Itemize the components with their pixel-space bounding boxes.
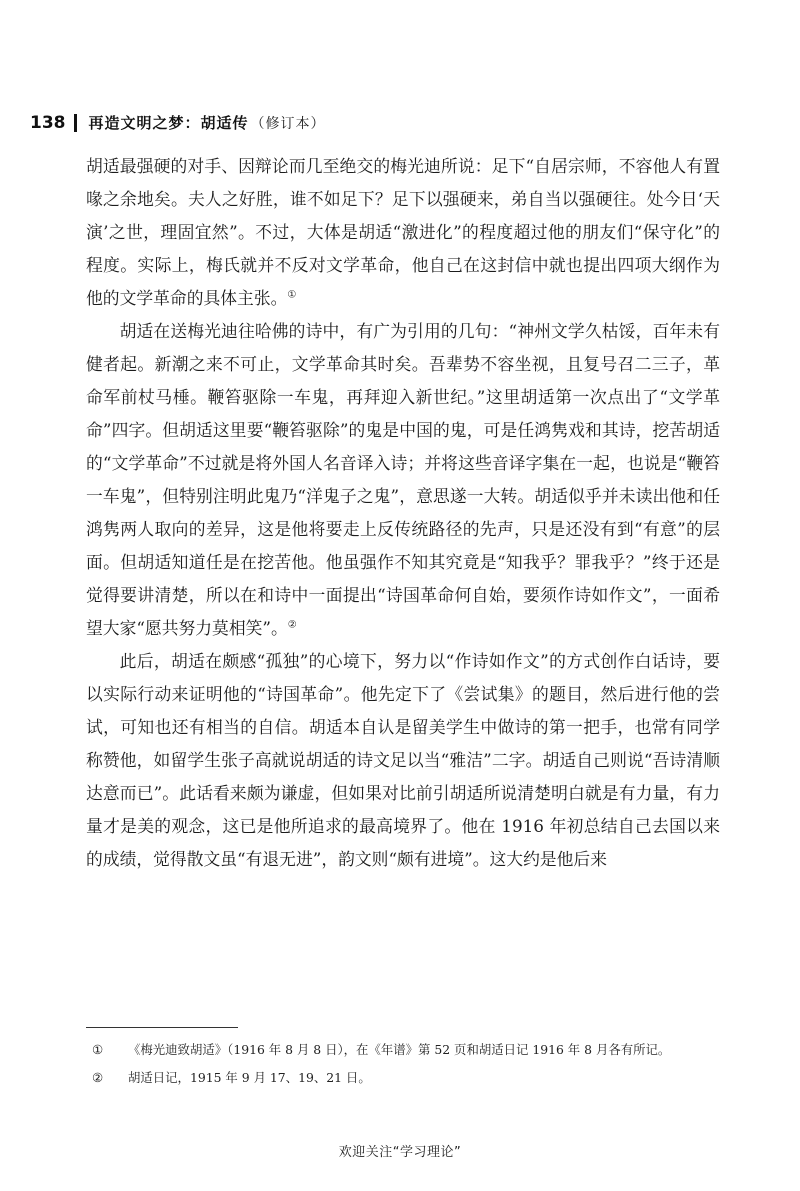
footnote-mark: ②	[92, 1070, 104, 1085]
paragraph-3	[86, 645, 720, 876]
footnote-text: 《梅光迪致胡适》（1916 年 8 月 8 日），在《年谱》第 52 页和胡适日记 1916 年 8 月各有所记。	[128, 1042, 671, 1057]
paragraph-text: 胡适最强硬的对手、因辩论而几至绝交的梅光迪所说：足下“自居宗师，不容他人有置喙之余地矣。夫人之好胜，谁不如足下？足下以强硬来，弟自当以强硬往。处今日‘天演’之世，理固宜然”。不过，大体是胡适“激进化”的程度超过他的朋友们“保守化”的程度。实际上，梅氏就并不反对文学革命，他自己在这封信中就也提出四项大纲作为他的文学革命的具体主张。	[86, 156, 720, 308]
footnotes	[86, 1038, 726, 1094]
footnote-ref-1[interactable]: ①	[287, 289, 297, 301]
footnote-ref-2[interactable]: ②	[287, 619, 297, 631]
paragraph-text: 此后，胡适在颇感“孤独”的心境下，努力以“作诗如作文”的方式创作白话诗，要以实际行动来证明他的“诗国革命”。他先定下了《尝试集》的题目，然后进行他的尝试，可知也还有相当的自信。胡适本自认是留美学生中做诗的第一把手，也常有同学称赞他，如留学生张子高就说胡适的诗文足以当“雅洁”二字。胡适自己则说“吾诗清顺达意而已”。此话看来颇为谦虚，但如果对比前引胡适所说清楚明白就是有力量，有力量才是美的观念，这已是他所追求的最高境界了。他在 1916 年初总结自己去国以来的成绩，觉得散文虽“有退无进”，韵文则“颇有进境”。这大约是他后来	[86, 651, 720, 869]
paragraph-2	[86, 315, 720, 645]
body-text	[86, 150, 720, 876]
footnote-divider	[86, 1027, 238, 1028]
book-title: 再造文明之梦：胡适传	[88, 114, 249, 132]
running-header	[30, 112, 326, 133]
footnote-2	[86, 1066, 726, 1090]
footnote-1	[86, 1038, 726, 1062]
footnote-mark: ①	[92, 1042, 104, 1057]
paragraph-text: 胡适在送梅光迪往哈佛的诗中，有广为引用的几句：“神州文学久枯馁，百年未有健者起。新潮之来不可止，文学革命其时矣。吾辈势不容坐视，且复号召二三子，革命军前杖马棰。鞭笞驱除一车鬼，再拜迎入新世纪。”这里胡适第一次点出了“文学革命”四字。但胡适这里要“鞭笞驱除”的鬼是中国的鬼，可是任鸿隽戏和其诗，挖苦胡适的“文学革命”不过就是将外国人名音译入诗；并将这些音译字集在一起，也说是“鞭笞一车鬼”，但特别注明此鬼乃“洋鬼子之鬼”，意思遂一大转。胡适似乎并未读出他和任鸿隽两人取向的差异，这是他将要走上反传统路径的先声，只是还没有到“有意”的层面。但胡适知道任是在挖苦他。他虽强作不知其究竟是“知我乎？罪我乎？”终于还是觉得要讲清楚，所以在和诗中一面提出“诗国革命何自始，要须作诗如作文”，一面希望大家“愿共努力莫相笑”。	[86, 321, 720, 638]
header-divider	[74, 114, 77, 132]
book-edition: （修订本）	[250, 115, 326, 132]
watermark-text: 欢迎关注“学习理论”	[338, 1145, 462, 1160]
paragraph-1	[86, 150, 720, 315]
footnote-text: 胡适日记，1915 年 9 月 17、19、21 日。	[128, 1070, 371, 1085]
page-number: 138	[30, 112, 66, 133]
